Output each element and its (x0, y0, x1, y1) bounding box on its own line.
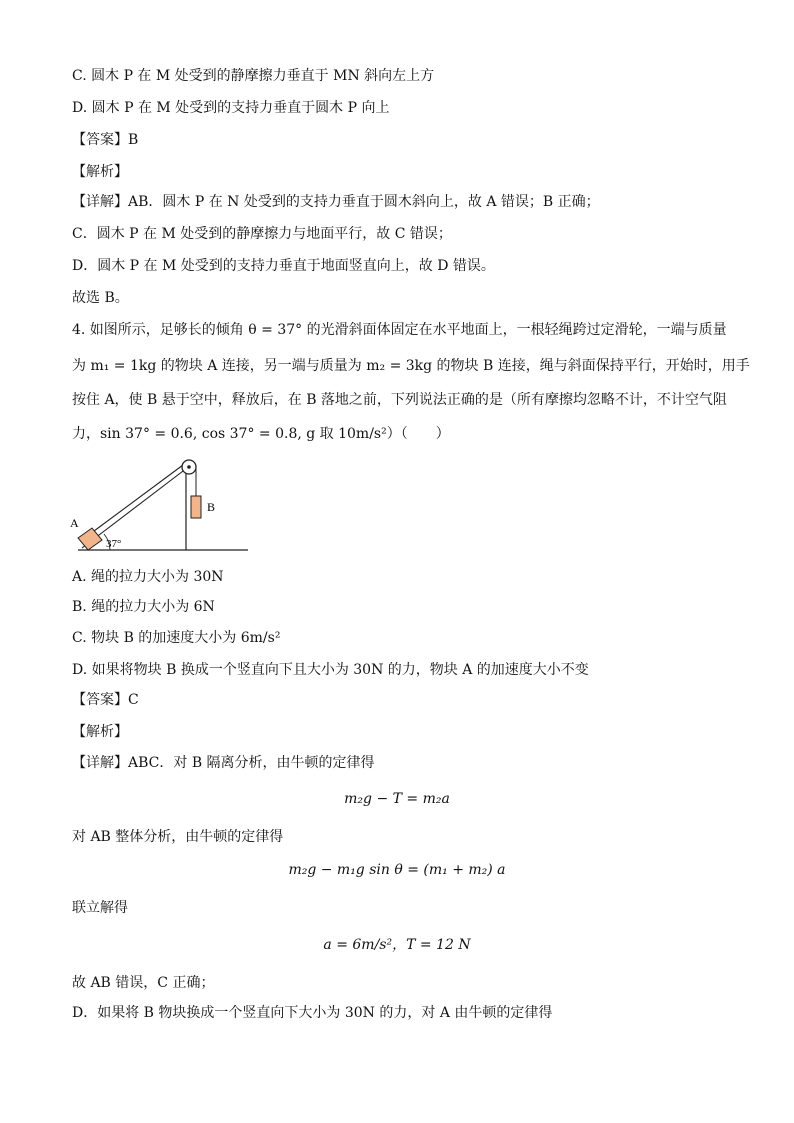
prev-detail-3: D．圆木 P 在 M 处受到的支持力垂直于地面竖直向上，故 D 错误。 (72, 258, 495, 274)
incline-edge-upper (90, 462, 187, 534)
block-a (78, 528, 102, 550)
label-b: B (207, 500, 216, 514)
prev-detail-2: C．圆木 P 在 M 处受到的静摩擦力与地面平行，故 C 错误； (72, 226, 452, 242)
q4-text-5: D．如果将 B 物块换成一个竖直向下大小为 30N 的力，对 A 由牛顿的定律得 (72, 1005, 553, 1021)
prev-option-c: C. 圆木 P 在 M 处受到的静摩擦力垂直于 MN 斜向左上方 (72, 68, 435, 84)
prev-answer: 【答案】B (72, 132, 139, 148)
prev-detail-1: 【详解】AB．圆木 P 在 N 处受到的支持力垂直于圆木斜向上，故 A 错误；B 正确； (72, 194, 600, 210)
prev-option-d: D. 圆木 P 在 M 处受到的支持力垂直于圆木 P 向上 (72, 100, 390, 116)
q4-detail-1: 【详解】ABC．对 B 隔离分析，由牛顿的定律得 (72, 755, 375, 771)
incline-pulley-figure (70, 458, 260, 558)
prev-choose: 故选 B。 (72, 290, 129, 306)
q4-text-4: 故 AB 错误，C 正确； (72, 975, 215, 991)
q4-option-b: B. 绳的拉力大小为 6N (72, 599, 215, 615)
q4-analysis-heading: 【解析】 (72, 724, 128, 740)
pulley-axle (187, 465, 191, 469)
equation-3: a = 6m/s²，T = 12 N (323, 937, 471, 953)
q4-option-c: C. 物块 B 的加速度大小为 6m/s² (72, 630, 281, 646)
prev-analysis-heading: 【解析】 (72, 164, 128, 180)
q4-answer: 【答案】C (72, 692, 139, 708)
q4-text-2: 对 AB 整体分析，由牛顿的定律得 (72, 829, 284, 845)
q4-stem-line-2: 为 m₁ = 1kg 的物块 A 连接，另一端与质量为 m₂ = 3kg 的物块 B 连接，绳与斜面保持平行，开始时，用手 (72, 358, 750, 374)
block-b (191, 496, 201, 518)
q4-option-d: D. 如果将物块 B 换成一个竖直向下且大小为 30N 的力，物块 A 的加速度大小不变 (72, 662, 589, 678)
q4-option-a: A. 绳的拉力大小为 30N (72, 569, 224, 585)
label-a: A (70, 516, 79, 530)
equation-1: m₂g − T = m₂a (344, 791, 450, 807)
q4-stem-line-4: 力，sin 37° = 0.6, cos 37° = 0.8, g 取 10m/s²）（ ） (72, 426, 450, 442)
q4-text-3: 联立解得 (72, 900, 128, 916)
q4-stem-line-1: 4. 如图所示，足够长的倾角 θ = 37° 的光滑斜面体固定在水平地面上，一根轻绳跨过定滑轮，一端与质量 (72, 322, 727, 338)
q4-stem-line-3: 按住 A，使 B 悬于空中，释放后，在 B 落地之前，下列说法正确的是（所有摩擦均忽略不计，不计空气阻 (72, 392, 727, 408)
angle-label: 37° (106, 538, 122, 550)
equation-2: m₂g − m₁g sin θ = (m₁ + m₂) a (288, 862, 506, 878)
